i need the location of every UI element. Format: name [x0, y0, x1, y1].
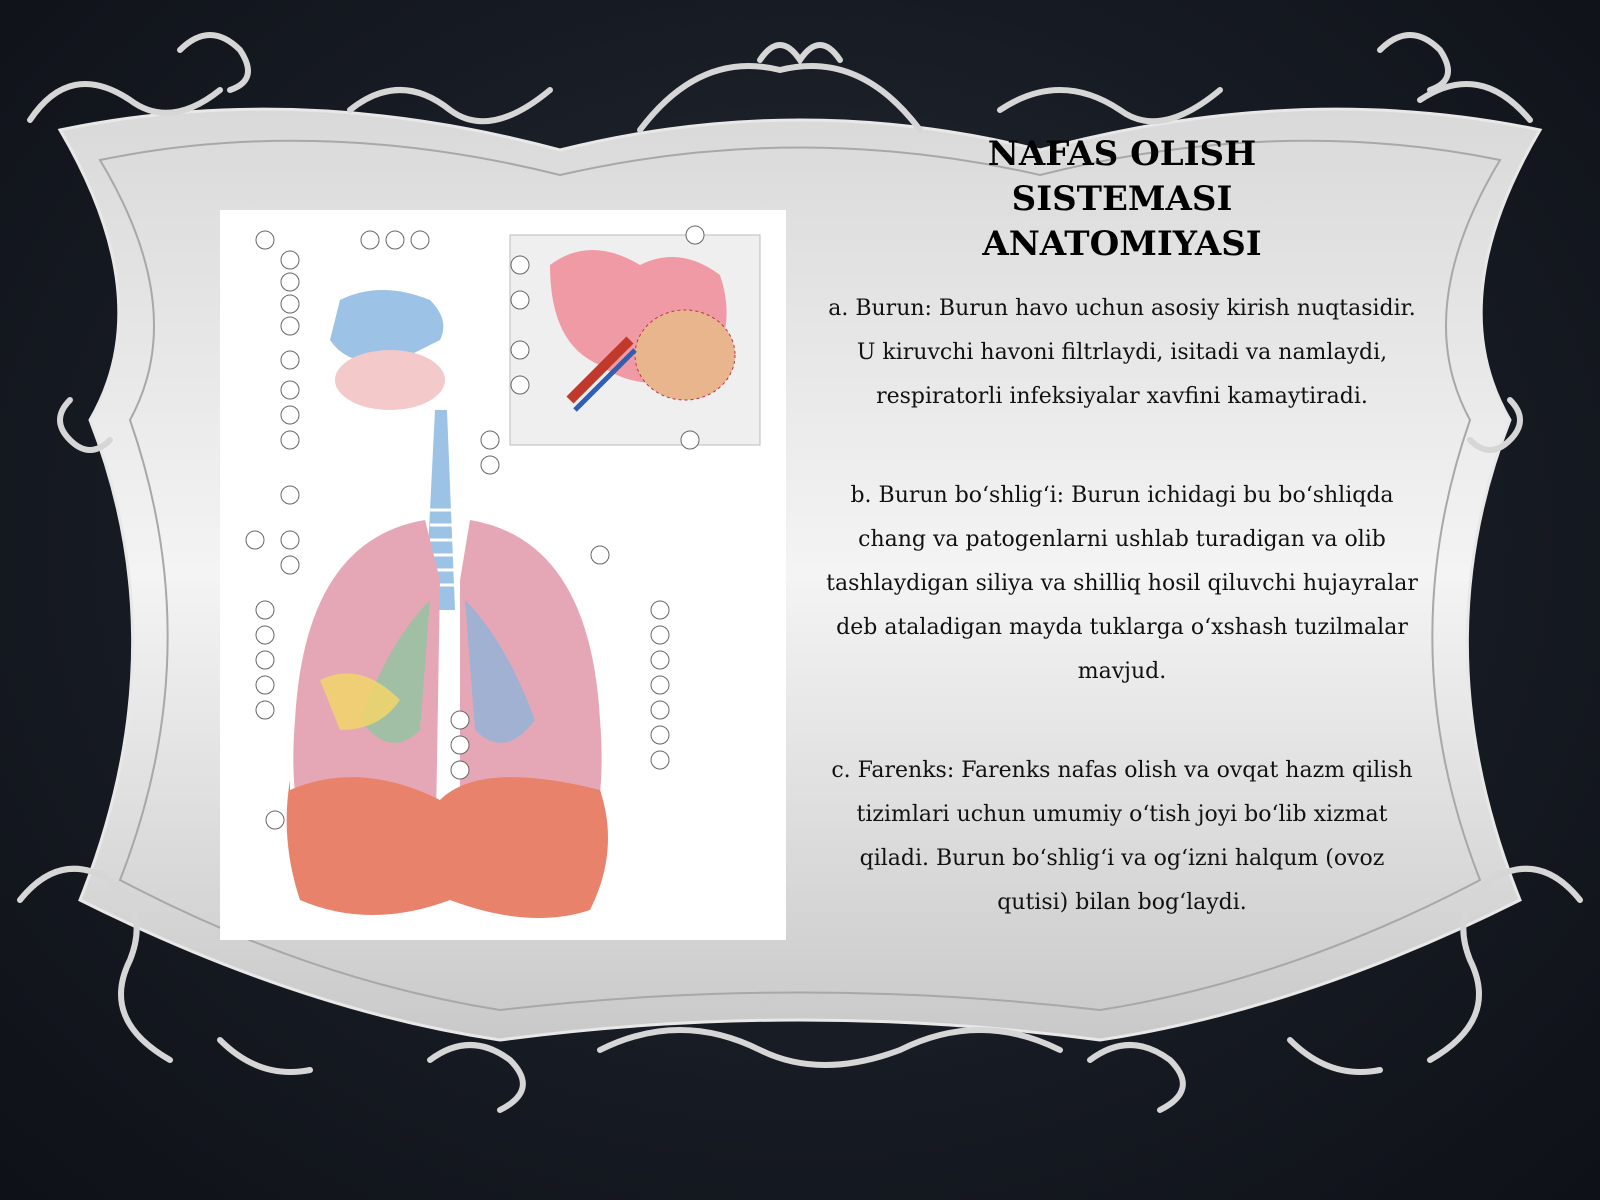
diaphragm: [287, 777, 608, 918]
paragraph-burun-boshligi: b. Burun bo‘shlig‘i: Burun ichidagi bu bo‘shliqda chang va patogenlarni ushlab turadigan va olib tashlaydigan siliya va shilliq hosil qiluvchi hujayralar deb ataladigan mayda tuklarga o‘xshash tuzilmalar mavjud.: [826, 483, 1418, 684]
diagram-illustration: [220, 210, 786, 940]
alveolus-section: [635, 310, 735, 400]
mouth-shape: [335, 350, 445, 410]
paragraph-burun: a. Burun: Burun havo uchun asosiy kirish nuqtasidir. U kiruvchi havoni filtrlaydi, isitadi va namlaydi, respiratorli infeksiyalar xavfini kamaytiradi.: [828, 296, 1416, 409]
respiratory-diagram: [220, 210, 786, 940]
slide-text-area: [822, 132, 1422, 980]
paragraph-farenks: c. Farenks: Farenks nafas olish va ovqat hazm qilish tizimlari uchun umumiy o‘tish joyi bo‘lib xizmat qiladi. Burun bo‘shlig‘i va og‘izni halqum (ovoz qutisi) bilan bog‘laydi.: [831, 758, 1413, 915]
slide-title: NAFAS OLISH SISTEMASI ANATOMIYASI: [982, 134, 1262, 264]
